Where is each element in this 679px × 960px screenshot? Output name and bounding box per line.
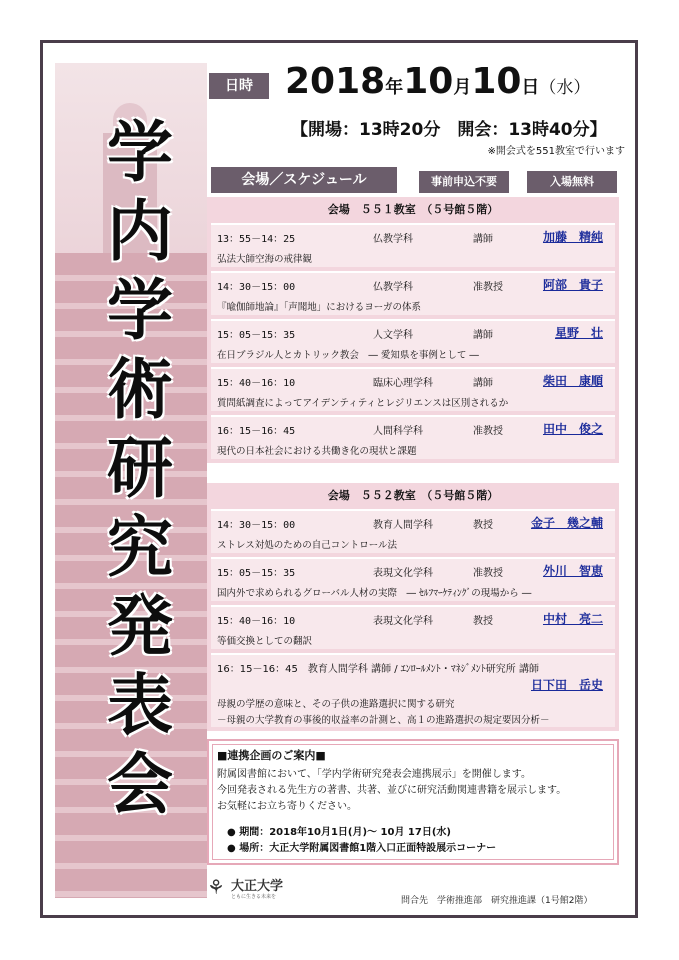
title-char: 術 [107, 350, 173, 428]
speaker-name: 阿部 貴子 [542, 278, 603, 292]
talk-department: 臨床心理学科 [373, 378, 433, 389]
date-weekday: （水） [539, 78, 591, 98]
talk-title: ストレス対処のための自己コントロール法 [217, 540, 398, 551]
collaboration-notice [207, 739, 619, 865]
date-day-unit: 日 [521, 77, 540, 98]
no-registration-badge: 事前申込不要 [419, 171, 509, 193]
date-month-unit: 月 [453, 77, 472, 98]
collab-period: ● 期間：2018年10月1日(月)～ 10月 17日(水) [227, 827, 451, 838]
talk-item [211, 367, 615, 411]
speaker-name: 星野 壮 [554, 326, 603, 340]
title-char: 発 [107, 587, 173, 665]
event-times: 【開場：13時20分 開会：13時40分】 [291, 120, 607, 140]
title-char: 学 [107, 271, 173, 349]
date-year: 2018 [285, 61, 386, 102]
talk-item [211, 557, 615, 601]
talk-department: 教育人間学科 [373, 520, 433, 531]
talk-department: 人間科学科 [373, 426, 423, 437]
venue-schedule-label: 会場／スケジュール [211, 167, 397, 193]
talk-title: 等価交換としての翻訳 [217, 636, 313, 647]
talk-department: 表現文化学科 [373, 568, 433, 579]
speaker-name: 日下田 岳史 [530, 678, 603, 692]
talk-item [211, 415, 615, 459]
talk-rank: 教授 [473, 520, 493, 531]
talk-rank: 准教授 [473, 282, 503, 293]
date-month: 10 [403, 61, 454, 102]
speaker-name: 田中 俊之 [542, 422, 603, 436]
talk-time: 14：30－15：00 [217, 282, 296, 293]
talk-time: 15：40－16：10 [217, 378, 296, 389]
logo-tagline: ともに生きる未来を [231, 894, 277, 900]
logo-mark-icon: ⚘ [207, 875, 225, 899]
contact-info: 問合先 学術推進部 研究推進課（1号館2階） [401, 896, 593, 906]
talk-title: 国内外で求められるグローバル人材の実際 ― ｾﾙﾌﾏｰｹﾃｨﾝｸﾞの現場から ― [217, 588, 532, 599]
talk-department: 表現文化学科 [373, 616, 433, 627]
talk-title: 弘法大師空海の戒律観 [217, 254, 313, 265]
free-admission-badge: 入場無料 [527, 171, 617, 193]
talk-time: 15：05－15：35 [217, 568, 296, 579]
talk-rank: 准教授 [473, 426, 503, 437]
talk-item [211, 271, 615, 315]
university-logo [207, 875, 317, 909]
talk-department: 人文学科 [373, 330, 413, 341]
talk-item [211, 319, 615, 363]
talk-rank: 講師 [473, 330, 493, 341]
collab-line: お気軽にお立ち寄りください。 [217, 801, 357, 812]
talk-title: 質問紙調査によってアイデンティティとレジリエンスは区別されるか [217, 398, 509, 409]
talk-item [211, 605, 615, 649]
date-year-unit: 年 [385, 77, 404, 98]
room-header: 会場 ５５２教室 （５号館５階） [207, 483, 619, 509]
date-day: 10 [471, 61, 522, 102]
talk-department: 仏教学科 [373, 282, 413, 293]
talk-item [211, 653, 615, 727]
talk-time: 16：15－16：45 [217, 426, 296, 437]
speaker-name: 中村 亮二 [542, 612, 603, 626]
talk-time: 14：30－15：00 [217, 520, 296, 531]
talk-rank: 講師 [473, 234, 493, 245]
title-char: 内 [107, 192, 173, 270]
room-551-block [207, 197, 619, 463]
opening-note: ※開会式を551教室で行います [487, 146, 625, 157]
date-label: 日時 [209, 73, 269, 99]
collab-line: 今回発表される先生方の著書、共著、並びに研究活動関連書籍を展示します。 [217, 785, 567, 796]
talk-title: 母親の学歴の意味と、その子供の進路選択に関する研究 [217, 699, 455, 710]
speaker-name: 外川 智恵 [542, 564, 603, 578]
speaker-name: 金子 幾之輔 [530, 516, 603, 530]
event-date [285, 61, 590, 111]
talk-item [211, 223, 615, 267]
talk-subtitle: －母親の大学教育の事後的収益率の計測と、高１の進路選択の規定要因分析－ [217, 715, 550, 726]
talk-time-dept-rank: 16：15－16：45 教育人間学科 講師 / ｴﾝﾛｰﾙﾒﾝﾄ・ﾏﾈｼﾞﾒﾝﾄ研究所 講師 [217, 664, 539, 675]
title-char: 学 [107, 113, 173, 191]
talk-title: 『喩伽師地論』「声聞地」におけるヨーガの体系 [217, 302, 422, 313]
title-char: 会 [107, 745, 173, 823]
collab-heading: ■連携企画のご案内■ [217, 749, 326, 762]
collab-place: ● 場所：大正大学附属図書館1階入口正面特設展示コーナー [227, 843, 497, 854]
talk-rank: 講師 [473, 378, 493, 389]
talk-time: 15：40－16：10 [217, 616, 296, 627]
talk-rank: 准教授 [473, 568, 503, 579]
title-char: 表 [107, 666, 173, 744]
talk-time: 13：55－14：25 [217, 234, 296, 245]
talk-time: 15：05－15：35 [217, 330, 296, 341]
talk-title: 在日ブラジル人とカトリック教会 ― 愛知県を事例として ― [217, 350, 479, 361]
collab-line: 附属図書館において、「学内学術研究発表会連携展示」を開催します。 [217, 769, 531, 780]
room-552-block [207, 483, 619, 731]
talk-rank: 教授 [473, 616, 493, 627]
logo-text: 大正大学 [231, 879, 284, 894]
poster-frame [40, 40, 638, 918]
talk-item [211, 509, 615, 553]
talk-title: 現代の日本社会における共働き化の現状と課題 [217, 446, 417, 457]
room-header: 会場 ５５１教室 （５号館５階） [207, 197, 619, 223]
talk-department: 仏教学科 [373, 234, 413, 245]
speaker-name: 柴田 康順 [542, 374, 603, 388]
title-char: 究 [107, 508, 173, 586]
vertical-title [95, 113, 185, 824]
title-char: 研 [107, 429, 173, 507]
speaker-name: 加藤 精純 [542, 230, 603, 244]
